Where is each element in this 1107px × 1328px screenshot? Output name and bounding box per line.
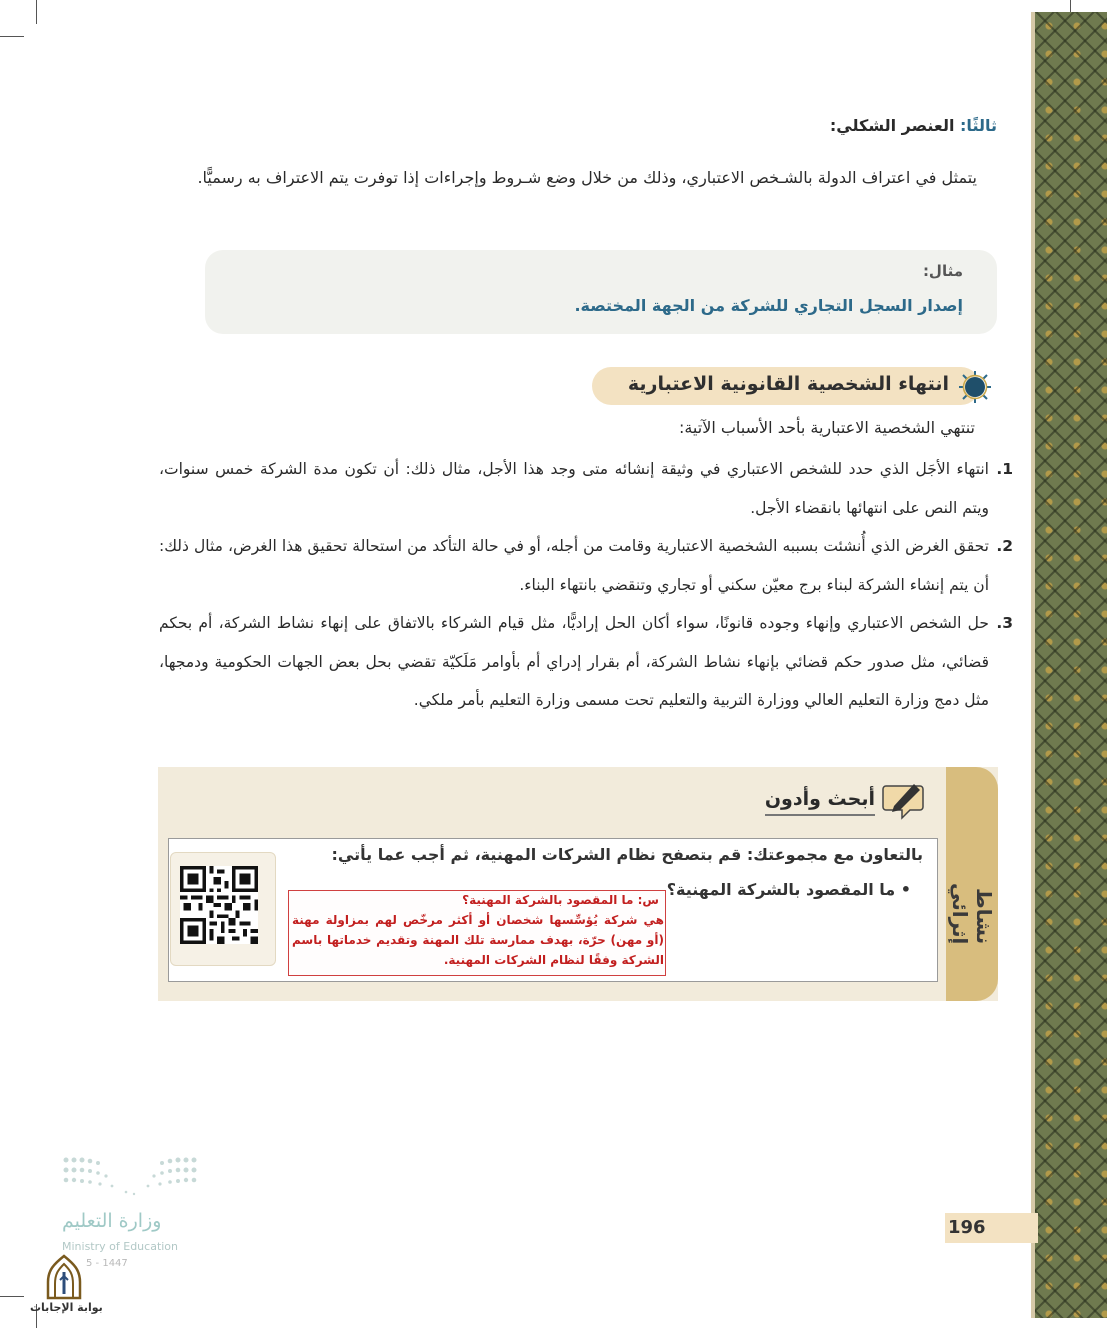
- list-item-number: 3.: [996, 614, 1013, 632]
- answers-gate-label: بوابة الإجابات: [30, 1301, 103, 1314]
- decorative-border-pattern: [1035, 12, 1107, 1318]
- list-item-text: انتهاء الأجَل الذي حدد للشخص الاعتباري في وثيقة إنشائه متى وجد هذا الأجل، مثال ذلك: أن تكون مدة الشركة خمس سنوات، ويتم النص على انتهائها بانقضاء الأجل.: [159, 460, 989, 517]
- ministry-year: 5 - 1447: [86, 1258, 128, 1269]
- example-box: [205, 250, 997, 334]
- crop-mark: [0, 1296, 24, 1297]
- list-item-text: تحقق الغرض الذي أُنشئت بسببه الشخصية الاعتبارية وقامت من أجله، أو في حالة التأكد من استحالة تحقيق هذا الغرض، مثال ذلك: أن يتم إنشاء الشركة لبناء برج معيّن سكني أو تجاري وتنقضي بانتهاء البناء.: [159, 537, 989, 594]
- activity-instruction: بالتعاون مع مجموعتك: قم بتصفح نظام الشركات المهنية، ثم أجب عما يأتي:: [331, 845, 923, 864]
- answer-text: هي شركة يُؤسِّسها شخصان أو أكثر مرخّص لهم بمزاولة مهنة (أو مهن) حرّة، بهدف ممارسة تلك المهنة وتقديم خدماتها باسم الشركة وفقًا لنظام الشركات المهنية.: [292, 913, 664, 967]
- pen-note-icon: [880, 778, 926, 820]
- research-title: أبحث وأدون: [765, 788, 875, 816]
- page-number: 196: [948, 1217, 986, 1238]
- answer-question: س: ما المقصود بالشركة المهنية؟: [462, 893, 659, 907]
- topic-lead: تنتهي الشخصية الاعتبارية بأحد الأسباب الآتية:: [678, 418, 975, 437]
- section-number: ثالثًا:: [960, 116, 997, 135]
- list-item-number: 1.: [996, 460, 1013, 478]
- ministry-name-english: Ministry of Education: [62, 1240, 179, 1253]
- activity-question: • ما المقصود بالشركة المهنية؟: [666, 880, 911, 899]
- activity-question-text: ما المقصود بالشركة المهنية؟: [666, 880, 896, 899]
- answers-gate-logo-icon: [42, 1254, 86, 1300]
- section-title: العنصر الشكلي:: [829, 116, 955, 135]
- list-item: [159, 527, 1013, 604]
- ministry-logo-dots-icon: [60, 1154, 200, 1200]
- ministry-name-arabic: وزارة التعليم: [62, 1210, 162, 1232]
- section-heading: [830, 116, 997, 135]
- list-item-text: حل الشخص الاعتباري وإنهاء وجوده قانونًا، سواء أكان الحل إراديًّا، مثل قيام الشركاء بالاتفاق على إنهاء نشاط الشركة، أم بحكم قضائي، مثل صدور حكم قضائي بإنهاء نشاط الشركة، أم بقرار إدراي أم بأوامر مَلَكيّة تقضي بحل بعض الجهات الحكومية ودمجها، مثل دمج وزارة التعليم العالي ووزارة التربية والتعليم تحت مسمى وزارة التعليم بأمر ملكي.: [159, 614, 989, 709]
- crop-mark: [36, 0, 37, 24]
- activity-side-label: نشاط إثرائي: [948, 882, 996, 944]
- list-item: [159, 604, 1013, 720]
- topic-title: انتهاء الشخصية القانونية الاعتبارية: [627, 373, 949, 395]
- crop-mark: [0, 36, 24, 37]
- sun-badge-icon: [958, 370, 992, 404]
- intro-paragraph: يتمثل في اعتراف الدولة بالشـخص الاعتباري، وذلك من خلال وضع شـروط وإجراءات إذا توفرت يتم الاعتراف به رسميًّا.: [197, 168, 977, 187]
- list-item: [159, 450, 1013, 527]
- example-label: مثال:: [922, 262, 963, 280]
- list-item-number: 2.: [996, 537, 1013, 555]
- qr-code-icon[interactable]: [180, 866, 258, 944]
- example-text: إصدار السجل التجاري للشركة من الجهة المختصة.: [574, 296, 963, 315]
